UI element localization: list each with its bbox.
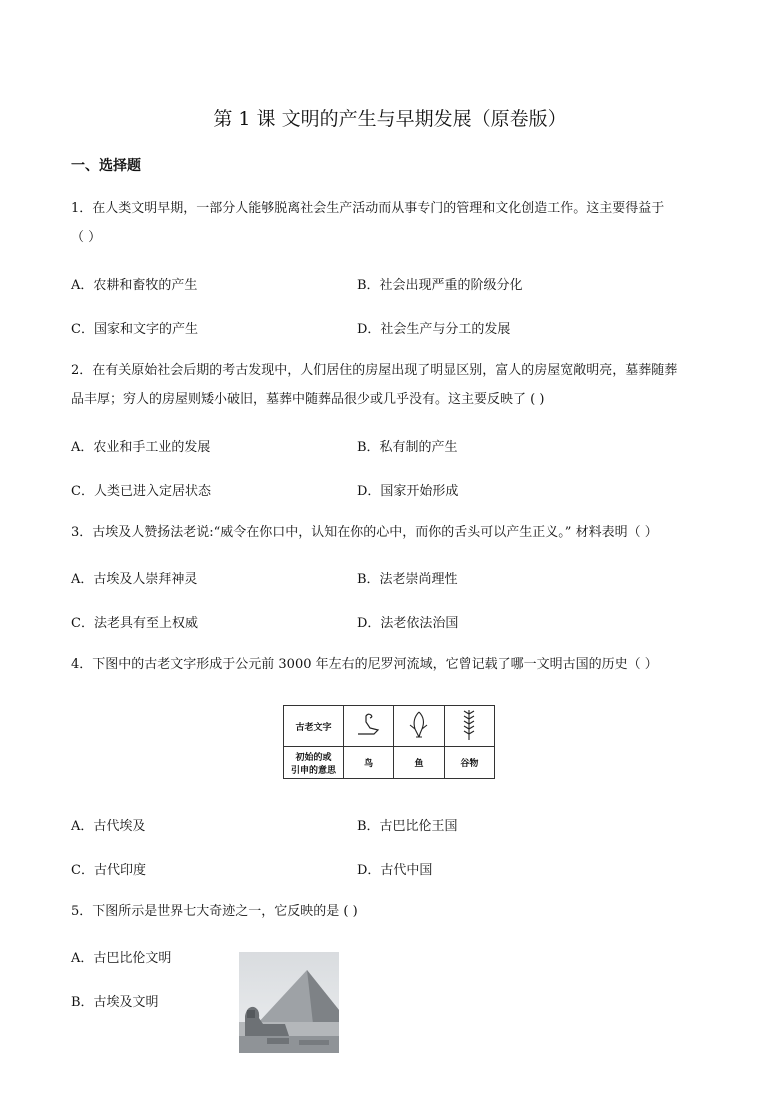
grain-glyph-icon bbox=[457, 708, 481, 742]
question-3-option-d: D．法老依法治国 bbox=[357, 616, 459, 631]
question-1-stem-line1: 1．在人类文明早期，一部分人能够脱离社会生产活动而从事专门的管理和文化创造工作。这主要得益于 bbox=[71, 201, 665, 216]
question-4-option-a: A．古代埃及 bbox=[71, 819, 146, 834]
question-3-option-c: C．法老具有至上权威 bbox=[71, 616, 198, 631]
question-5-option-b: B．古埃及文明 bbox=[71, 995, 159, 1010]
section-heading: 一、选择题 bbox=[71, 158, 141, 174]
bird-glyph-cell bbox=[344, 706, 394, 747]
fish-glyph-cell bbox=[394, 706, 444, 747]
question-2-stem-line1: 2．在有关原始社会后期的考古发现中，人们居住的房屋出现了明显区别，富人的房屋宽敞明亮，墓葬随葬 bbox=[71, 363, 678, 378]
question-5-option-a: A．古巴比伦文明 bbox=[71, 951, 172, 966]
table-header-meaning bbox=[284, 747, 344, 779]
question-3-option-a: A．古埃及人崇拜神灵 bbox=[71, 572, 198, 587]
question-3-stem: 3．古埃及人赞扬法老说:“威令在你口中，认知在你的心中，而你的舌头可以产生正义。” 材料表明（ ） bbox=[71, 525, 658, 540]
question-1-option-c: C．国家和文字的产生 bbox=[71, 322, 198, 337]
question-2-option-c: C．人类已进入定居状态 bbox=[71, 484, 211, 499]
question-4-option-b: B．古巴比伦王国 bbox=[357, 819, 458, 834]
question-2-stem-line2: 品丰厚；穷人的房屋则矮小破旧，墓葬中随葬品很少或几乎没有。这主要反映了 ( ) bbox=[71, 392, 545, 407]
meaning-grain: 谷物 bbox=[444, 747, 494, 779]
question-4-option-d: D．古代中国 bbox=[357, 863, 433, 878]
question-2-option-a: A．农业和手工业的发展 bbox=[71, 440, 211, 455]
question-3-option-b: B．法老崇尚理性 bbox=[357, 572, 458, 587]
fish-glyph-icon bbox=[404, 709, 434, 741]
meaning-header-line1: 初始的或 bbox=[295, 752, 332, 763]
question-4-stem: 4．下图中的古老文字形成于公元前 3000 年左右的尼罗河流域，它曾记载了哪一文明古国的历史（ ） bbox=[71, 657, 658, 672]
meaning-header-line2: 引申的意思 bbox=[290, 765, 336, 776]
question-1-option-b: B．社会出现严重的阶级分化 bbox=[357, 278, 523, 293]
table-header-ancient-script: 古老文字 bbox=[284, 706, 344, 747]
question-1-option-a: A．农耕和畜牧的产生 bbox=[71, 278, 198, 293]
bird-glyph-icon bbox=[354, 710, 384, 740]
meaning-fish: 鱼 bbox=[394, 747, 444, 779]
meaning-bird: 鸟 bbox=[344, 747, 394, 779]
grain-glyph-cell bbox=[444, 706, 494, 747]
question-2-option-d: D．国家开始形成 bbox=[357, 484, 459, 499]
question-1-option-d: D．社会生产与分工的发展 bbox=[357, 322, 511, 337]
question-2-option-b: B．私有制的产生 bbox=[357, 440, 458, 455]
question-5-stem: 5．下图所示是世界七大奇迹之一，它反映的是 ( ) bbox=[71, 904, 358, 919]
ancient-script-table bbox=[283, 705, 495, 779]
pyramid-sphinx-photo bbox=[239, 952, 339, 1053]
question-4-option-c: C．古代印度 bbox=[71, 863, 146, 878]
question-1-stem-line2: （ ） bbox=[71, 230, 102, 245]
page-title: 第 1 课 文明的产生与早期发展（原卷版） bbox=[213, 108, 567, 130]
